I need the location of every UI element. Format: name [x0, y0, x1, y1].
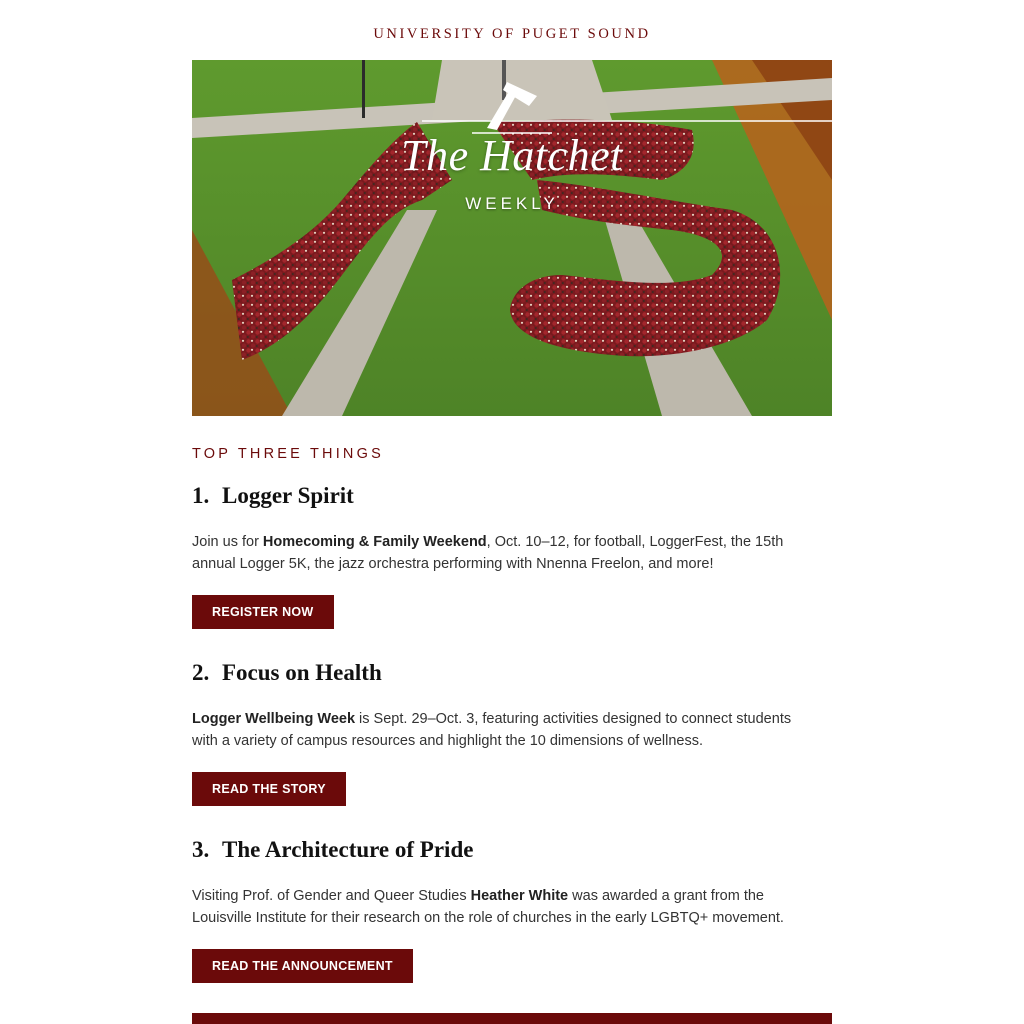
item-body-1	[192, 531, 812, 575]
read-announcement-button[interactable]: READ THE ANNOUNCEMENT	[192, 949, 413, 983]
university-wordmark[interactable]: UNIVERSITY OF PUGET SOUND	[373, 26, 651, 42]
body-text: Join us for	[192, 534, 263, 550]
read-story-button[interactable]: READ THE STORY	[192, 772, 346, 806]
hatchet-icon	[467, 78, 557, 138]
item-title-3	[192, 837, 473, 863]
body-text: , Oct. 10–12, for football, LoggerFest, the 15th annual Logger 5K, the jazz orchestra performing with Nnenna Freelon, and more!	[192, 534, 784, 572]
item-body-2	[192, 708, 812, 752]
footer-bar	[192, 1013, 832, 1024]
item-heading: The Architecture of Pride	[222, 837, 474, 862]
item-number: 3.	[192, 837, 210, 862]
hero-banner[interactable]	[192, 60, 832, 416]
body-highlight: Homecoming & Family Weekend	[262, 534, 487, 550]
item-heading: Focus on Health	[222, 660, 382, 685]
body-highlight: Logger Wellbeing Week	[192, 711, 356, 727]
body-text: Visiting Prof. of Gender and Queer Studies	[192, 888, 471, 904]
body-text: is Sept. 29–Oct. 3, featuring activities designed to connect students with a variety of campus resources and highlight the 10 dimensions of wellness.	[192, 711, 792, 749]
body-highlight: Heather White	[470, 888, 569, 904]
section-eyebrow: TOP THREE THINGS	[192, 446, 384, 462]
hero-subtitle: WEEKLY	[465, 194, 559, 213]
item-body-3	[192, 885, 812, 929]
item-number: 1.	[192, 483, 210, 508]
item-title-2	[192, 660, 382, 686]
body-text: was awarded a grant from the Louisville Institute for their research on the role of churches in the early LGBTQ+ movement.	[192, 888, 784, 926]
item-title-1	[192, 483, 354, 509]
item-heading: Logger Spirit	[222, 483, 354, 508]
hero-title: The Hatchet	[401, 131, 623, 180]
register-now-button[interactable]: REGISTER NOW	[192, 595, 334, 629]
item-number: 2.	[192, 660, 210, 685]
